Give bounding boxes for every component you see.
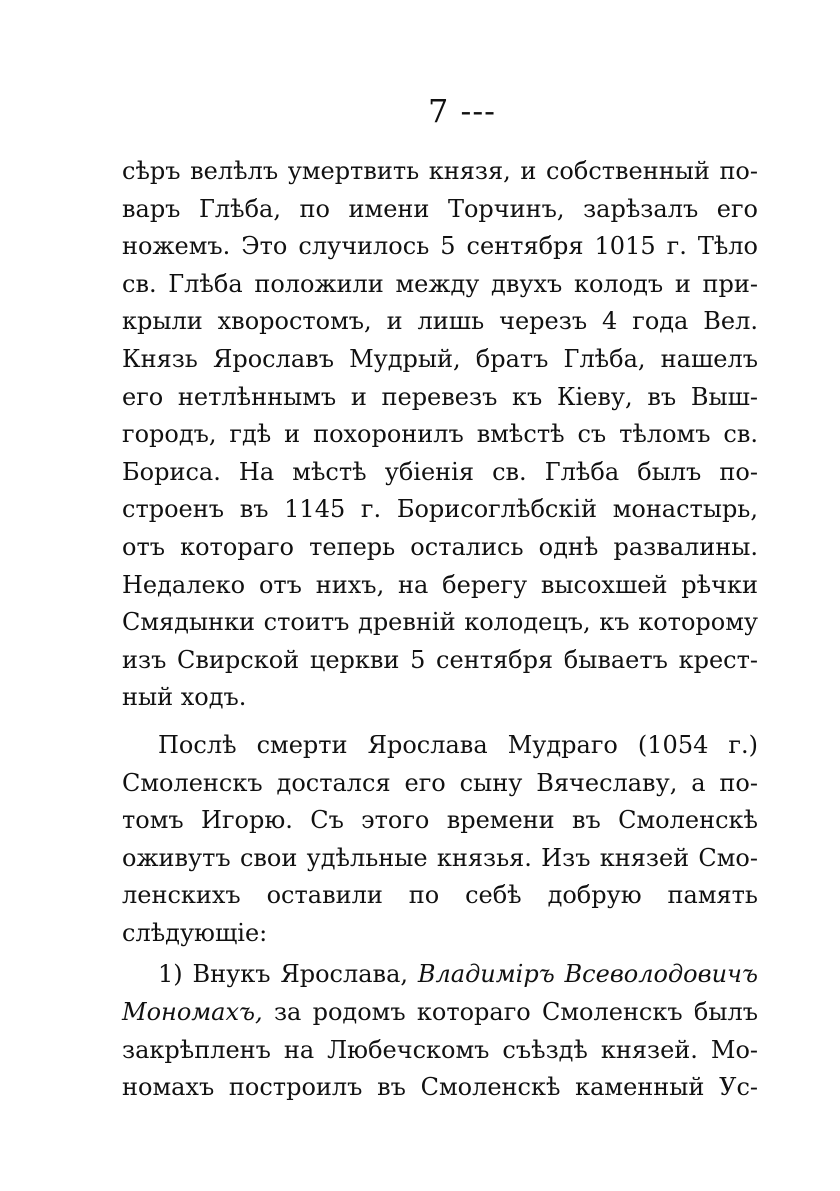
paragraph-3 [122, 956, 758, 1106]
text-line: закрѣпленъ на Любечскомъ съѣздѣ князей. Мо- [122, 1035, 758, 1064]
text-line: ленскихъ оставили по себѣ добрую память [122, 881, 758, 910]
text-line [122, 956, 758, 994]
text-line: строенъ въ 1145 г. Борисоглѣбскій монастырь, [122, 495, 758, 524]
text-line: изъ Свирской церкви 5 сентября бываетъ крест- [122, 645, 758, 674]
text-line: сѣръ велѣлъ умертвить князя, и собственный по- [122, 157, 758, 185]
text-line: крыли хворостомъ, и лишь черезъ 4 года Вел. [122, 307, 758, 336]
body-text [122, 153, 758, 1107]
text-line: св. Глѣба положили между двухъ колодъ и при- [122, 269, 758, 298]
italic-name: Мономахъ, [122, 998, 263, 1027]
text-run: за родомъ котораго Смоленскъ былъ [273, 998, 758, 1027]
text-line: Князь Ярославъ Мудрый, братъ Глѣба, нашелъ [122, 344, 758, 373]
text-line: томъ Игорю. Съ этого времени въ Смоленскѣ [122, 806, 758, 835]
text-line: его нетлѣннымъ и перевезъ къ Кіеву, въ Выш- [122, 382, 758, 411]
paragraph-2 [122, 727, 758, 953]
text-line [122, 994, 758, 1032]
text-line: варъ Глѣба, по имени Торчинъ, зарѣзалъ его [122, 194, 758, 223]
text-line: городъ, гдѣ и похоронилъ вмѣстѣ съ тѣломъ св. [122, 420, 758, 449]
text-line: слѣдующіе: [122, 918, 268, 947]
text-line: отъ котораго теперь остались однѣ развалины. [122, 532, 758, 561]
paragraph-1 [122, 153, 758, 717]
text-line: Недалеко отъ нихъ, на берегу высохшей рѣчки [122, 570, 758, 599]
text-line: номахъ построилъ въ Смоленскѣ каменный Ус- [122, 1073, 758, 1102]
text-run: 1) Внукъ Ярослава, [158, 960, 408, 989]
text-line: ный ходъ. [122, 683, 247, 712]
text-line: Бориса. На мѣстѣ убіенія св. Глѣба былъ по- [122, 457, 758, 486]
italic-name: Владиміръ Всеволодовичъ [417, 960, 758, 989]
text-line: ножемъ. Это случилось 5 сентября 1015 г. Тѣло [122, 232, 758, 261]
page-number: 7 --- [428, 92, 496, 130]
text-line: Послѣ смерти Ярослава Мудраго (1054 г.) [158, 730, 758, 759]
text-line: оживутъ свои удѣльные князья. Изъ князей Смо- [122, 843, 758, 872]
text-line: Смоленскъ достался его сыну Вячеславу, а по- [122, 768, 758, 797]
text-line: Смядынки стоитъ древній колодецъ, къ которому [122, 608, 758, 637]
